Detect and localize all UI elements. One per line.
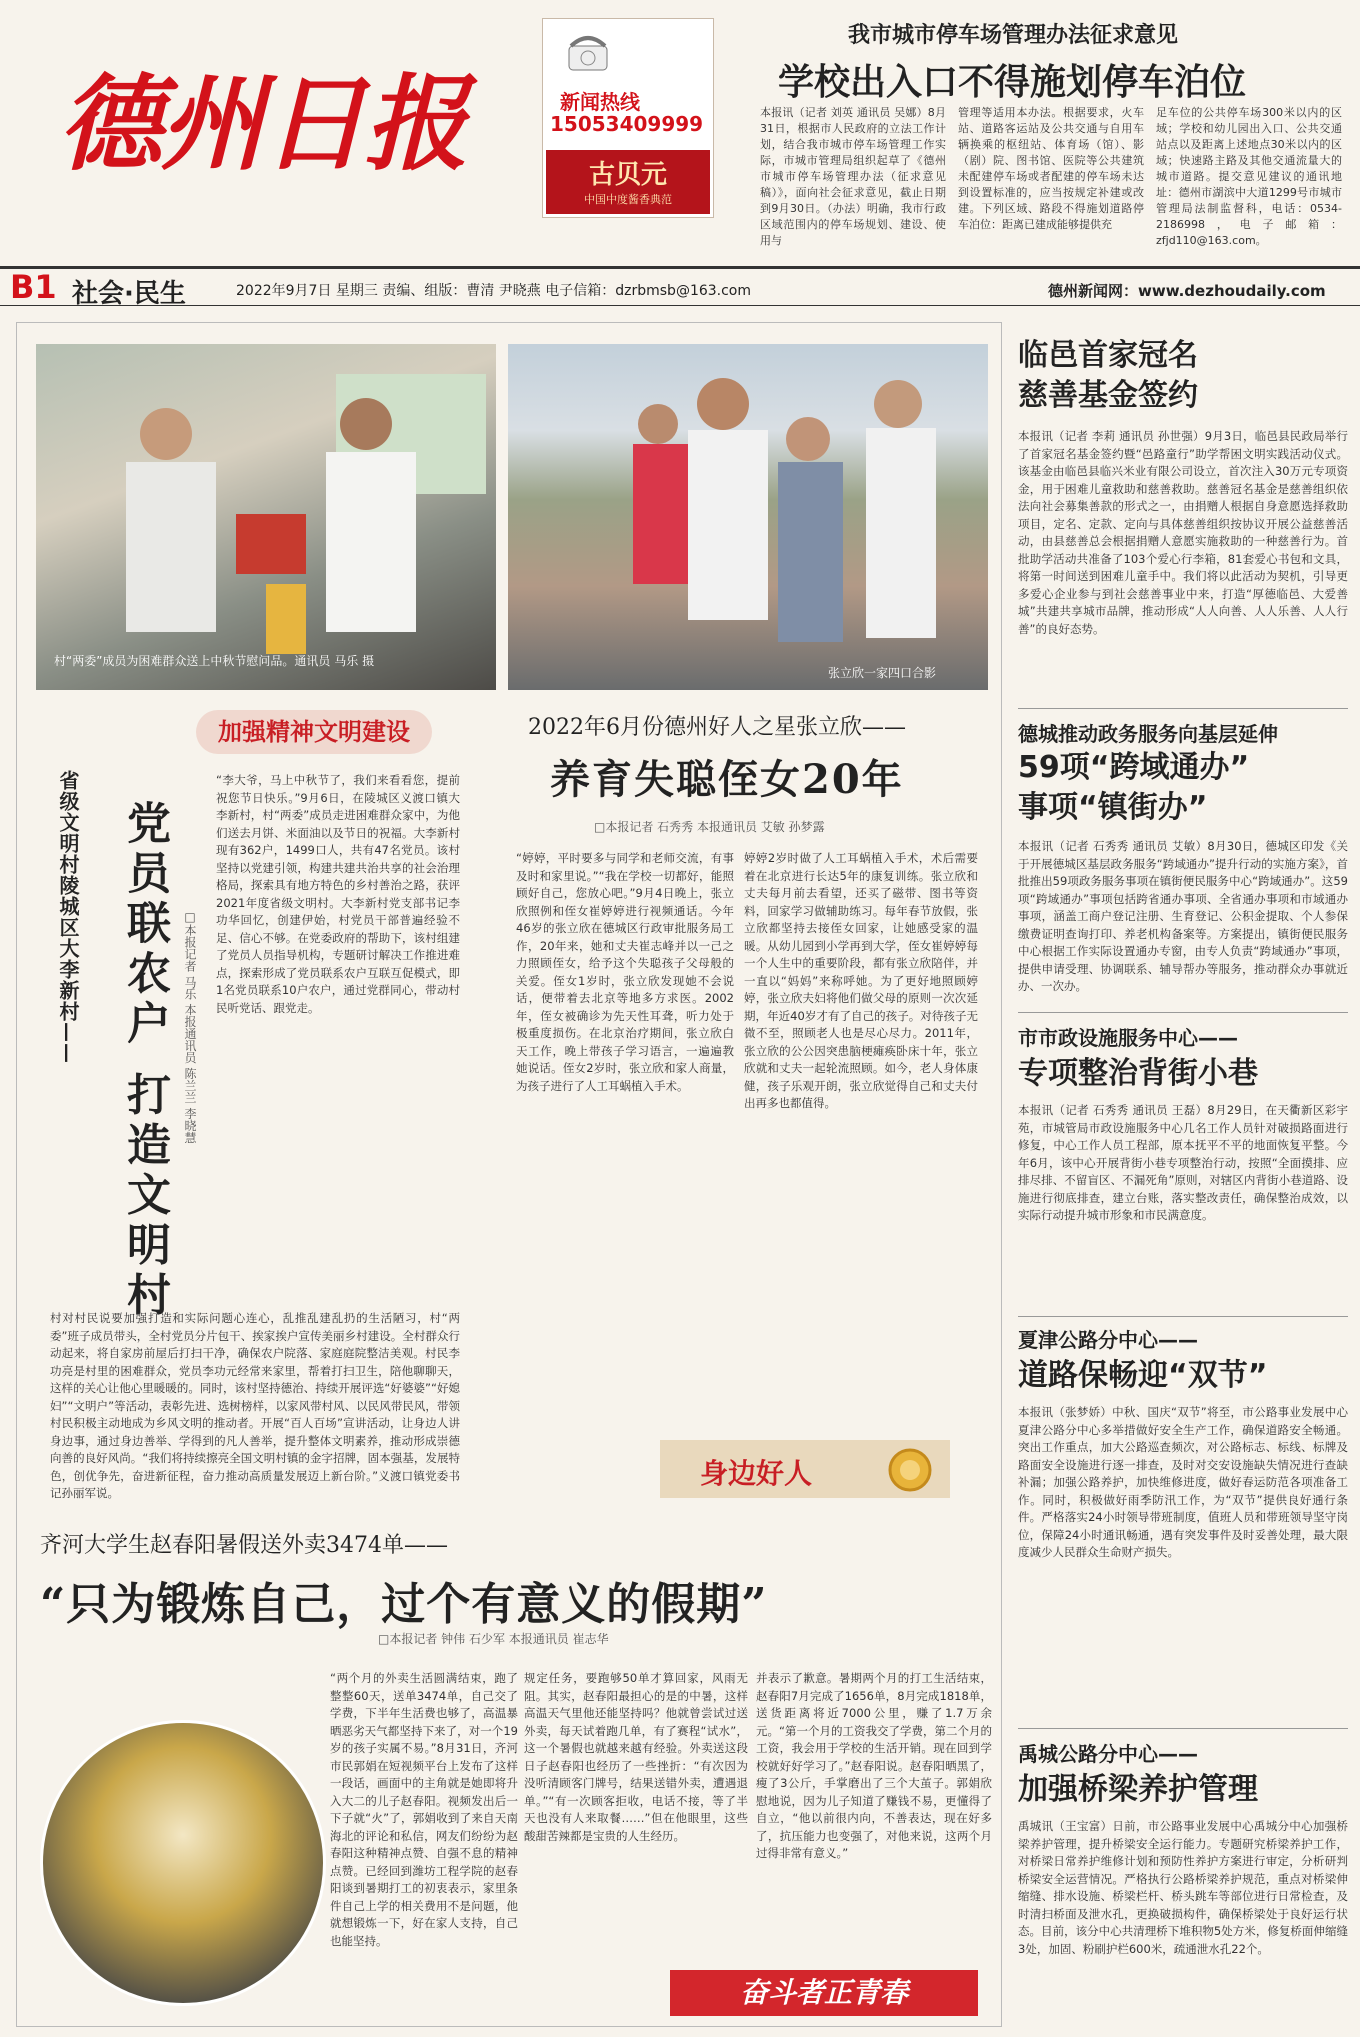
right-d-headline: 道路保畅迎“双节” [1018, 1358, 1268, 1393]
story3-headline: “只为锻炼自己，过个有意义的假期” [40, 1579, 768, 1630]
story1-headline: 党员联农户 打造文明村 [119, 800, 170, 1322]
divider [1018, 1316, 1348, 1317]
right-c-headline: 专项整治背街小巷 [1018, 1056, 1258, 1091]
section-code: B1 [10, 268, 57, 306]
story2-kicker: 2022年6月份德州好人之星张立欣—— [528, 715, 906, 740]
photo-delivery-student [40, 1720, 326, 2006]
divider [1018, 708, 1348, 709]
photo-family-art [508, 344, 988, 690]
good-people-label: 身边好人 [700, 1457, 813, 1490]
right-b-body: 本报讯（记者 石秀秀 通讯员 艾敏）8月30日，德城区印发《关于开展德城区基层政务服务“跨域通办”提升行动的实施方案》，首批推出59项政务服务事项在镇街便民服务中心“跨域通办”。这59项“跨域通办”事项包括跨省通办事项、全省通办事项和市域通办事项，涵盖工商户登记注册、生育登记、公积金提取、个人参保缴费证明查询打印、养老机构备案等。方案提出，镇街便民服务中心根据工作实际设置通办专窗，由专人负责“跨域通办”事项，提供申请受理、协调联系、辅导帮办等服务，推动群众办事就近办、一次办。 [1018, 839, 1348, 993]
top-story-kicker: 我市城市停车场管理办法征求意见 [848, 22, 1179, 48]
story2-headline: 养育失聪侄女20年 [550, 756, 904, 803]
medal-icon [886, 1446, 934, 1494]
website-link[interactable]: 德州新闻网：www.dezhoudaily.com [1048, 282, 1326, 300]
photo-village-visit-art [36, 344, 496, 690]
story2-col-b: 婷婷2岁时做了人工耳蜗植入手术，术后需要着在北京进行长达5年的康复训练。张立欣和丈夫每月前去看望，还买了磁带、图书等资料，回家学习做辅助练习。每年春节放假，张立欣都坚持去接侄女回家，让她感受家的温暖。从幼儿园到小学再到大学，侄女崔婷婷每一个人生中的重要阶段，都有张立欣陪伴，并一直以“妈妈”来称呼她。为了更好地照顾婷婷，张立欣夫妇将他们做父母的原则一次次延期，年近40岁才有了自己的孩子。对待孩子无微不至，照顾老人也是尽心尽力。2011年，张立欣的公公因突患脑梗瘫痪卧床十年，张立欣就和丈夫一起轮流照顾。如今，老人身体康健，孩子乐观开朗，张立欣觉得自己和丈夫付出再多也都值得。 [744, 851, 978, 1110]
story3-byline: □本报记者 钟伟 石少军 本报通讯员 崔志华 [378, 1632, 609, 1646]
ad-brand: 古贝元 [588, 160, 667, 190]
story1-byline: □本报记者 马乐 本报通讯员 陈兰兰 李晓慧 [183, 910, 197, 1144]
story1-kicker: 省级文明村陵城区大李新村—— [56, 770, 80, 1064]
right-d-body: 本报讯（张梦娇）中秋、国庆“双节”将至，市公路事业发展中心夏津公路分中心多举措做好安全生产工作，确保道路安全畅通。突出工作重点，加大公路巡查频次，对公路标志、标线、标牌及路面安全设施进行逐一排查，及时对交安设施缺失情况进行查缺补漏；加强公路养护，加快维修进度，做好春运防范各项准备工作。同时，积极做好雨季防汛工作，为“双节”提供良好通行条件。严格落实24小时领导带班制度，值班人员和带班领导坚守岗位，保障24小时通讯畅通，遇有突发事件及时妥善处理，最大限度减少人民群众生命财产损失。 [1018, 1405, 1348, 1559]
phone-icon [565, 28, 611, 74]
photo-caption-right: 张立欣一家四口合影 [828, 666, 937, 680]
right-e-kicker: 禹城公路分中心—— [1018, 1742, 1198, 1766]
story3-kicker: 齐河大学生赵春阳暑假送外卖3474单—— [40, 1533, 448, 1558]
story2-col-a: “婷婷，平时要多与同学和老师交流，有事及时和家里说。”“我在学校一切都好，能照顾好自己，您放心吧。”9月4日晚上，张立欣照例和侄女崔婷婷进行视频通话。今年46岁的张立欣在德城区行政审批服务局工作，20年来，她和丈夫崔志峰并以一己之力照顾侄女，给予这个失聪孩子父母般的关爱。侄女1岁时，张立欣发现她不会说话，便带着去北京等地多方求医。2002年，侄女被确诊为先天性耳聋，听力处于极重度损伤。在北京治疗期间，张立欣白天工作，晚上带孩子学习语言，一遍遍教她说话。侄女2岁时，张立欣和家人商量，为孩子进行了人工耳蜗植入手术。 [516, 851, 734, 1093]
right-e-body: 禹城讯（王宝富）日前，市公路事业发展中心禹城分中心加强桥梁养护管理，提升桥梁安全运行能力。专题研究桥梁养护工作，对桥梁日常养护维修计划和预防性养护方案进行审定，分析研判桥梁安全运营情况。严格执行公路桥梁养护规范，重点对桥梁伸缩缝、排水设施、桥梁栏杆、桥头跳车等部位进行日常检查，及时清扫桥面及泄水孔，更换破损构件，确保桥梁处于良好运行状态。目前，该分中心共清理桥下堆积物5处方米，修复桥面伸缩缝3处，加固、粉刷护栏600米，疏通泄水孔22个。 [1018, 1819, 1348, 1956]
ad-subtitle: 中国中度酱香典范 [584, 193, 672, 206]
right-b-kicker: 德城推动政务服务向基层延伸 [1018, 722, 1278, 746]
story1-body-column: “李大爷，马上中秋节了，我们来看看您，提前祝您节日快乐。”9月6日，在陵城区义渡口镇大李新村，村“两委”成员走进困难群众家中，为他们送去月饼、米面油以及节日的祝福。大李新村现有362户，1499口人，共有47名党员。该村坚持以党建引领，构建共建共治共享的社会治理格局，探索具有地方特色的乡村善治之路，获评2021年度省级文明村。大李新村党支部书记李功华回忆，创建伊始，村党员干部普遍经验不足、信心不够。在党委政府的帮助下，该村组建了党员人员指导机构，专题研讨解决工作推进难点，探索形成了党员联系农户互联互促模式，即1名党员联系10户农户，通过党群同心，带动村民听党话、跟党走。 [216, 773, 460, 1015]
date-info: 2022年9月7日 星期三 责编、组版：曹清 尹晓燕 电子信箱：dzrbmsb@163.com [236, 283, 752, 299]
top-story-col-1: 本报讯（记者 刘英 通讯员 吴娜）8月31日，根据市人民政府的立法工作计划，结合我市城市停车场管理工作实际，市城市管理局组织起草了《德州市城市停车场管理办法（征求意见稿）》，面向社会征求意见，截止日期到9月30日。（办法）明确，我市行政区域范围内的停车场规划、建设、使用与 [760, 106, 946, 247]
right-e-headline: 加强桥梁养护管理 [1018, 1772, 1258, 1807]
photo-village-visit [36, 344, 496, 690]
right-a-headline-2: 慈善基金签约 [1018, 378, 1198, 413]
right-d-kicker: 夏津公路分中心—— [1018, 1328, 1198, 1352]
hotline-number: 15053409999 [550, 112, 704, 136]
story3-col-a: “两个月的外卖生活圆满结束，跑了整整60天，送单3474单，自己交了学费，下半年生活费也够了，高温暴晒恶劣天气都坚持下来了，对一个19岁的孩子实属不易。”8月31日，齐河市民郭娟在短视频平台上发布了这样一段话，画面中的主角就是她即将升入大二的儿子赵春阳。视频发出后一下子就“火”了，郭娟收到了来自天南海北的评论和私信，网友们纷纷为赵春阳这种精神点赞、自强不息的精神点赞。已经回到潍坊工程学院的赵春阳谈到暑期打工的初衷表示，家里条件自己上学的相关费用不是问题，他就想锻炼一下，好在家人支持，自己也能坚持。 [330, 1671, 518, 1948]
divider [1018, 1728, 1348, 1729]
newspaper-title: 德州日报 [58, 62, 467, 185]
right-b-headline-1: 59项“跨域通办” [1018, 750, 1250, 785]
top-story-headline: 学校出入口不得施划停车泊位 [778, 61, 1247, 103]
advertisement [546, 150, 710, 214]
story2-byline: □本报记者 石秀秀 本报通讯员 艾敏 孙梦露 [594, 820, 825, 834]
story1-body-wide: 村对村民说要加强打造和实际问题心连心，乱推乱建乱扔的生活陋习，村“两委”班子成员带头，全村党员分片包干、挨家挨户宣传美丽乡村建设。全村群众行动起来，将自家房前屋后打扫干净，确保农户院落、家庭庭院整洁美观。村民李功亮是村里的困难群众，党员李功元经常来家里，帮着打扫卫生，陪他聊聊天，这样的关心让他心里暖暖的。同时，该村坚持德治、持续开展评选“好婆婆”“好媳妇”“文明户”等活动，表彰先进、选树榜样，以家风带村风、以民风带民风，带领村民积极主动地成为乡风文明的推动者。开展“百人百场”宣讲活动，让身边人讲身边事，通过身边善举、学得到的凡人善举，提升整体文明素养，推动形成崇德向善的良好风尚。“我们将持续擦亮全国文明村镇的金字招牌，固本强基，发展特色，创优争先，奋进新征程，奋力推动高质量发展迈上新台阶。”义渡口镇党委书记孙丽军说。 [50, 1311, 460, 1500]
right-c-body: 本报讯（记者 石秀秀 通讯员 王磊）8月29日，在天衢新区彩宇苑，市城管局市政设施服务中心几名工作人员针对破损路面进行修复，中心工作人员工程部，原本抚平不平的地面恢复平整。今年6月，该中心开展背街小巷专项整治行动，按照“全面摸排、应排尽排、不留盲区、不漏死角”原则，对辖区内背街小巷道路、设施进行彻底排查，建立台账，落实整改责任，确保整治成效，以实际行动提升城市形象和市民满意度。 [1018, 1103, 1348, 1222]
story3-col-c: 并表示了歉意。暑期两个月的打工生活结束，赵春阳7月完成了1656单，8月完成1818单，送货距离将近7000公里，赚了1.7万余元。“第一个月的工资我交了学费，第二个月的工资，我会用于学校的生活开销。现在回到学校就好好学习了。”赵春阳说。赵春阳晒黑了，瘦了3公斤，手掌磨出了三个大茧子。郭娟欣慰地说，因为儿子知道了赚钱不易，更懂得了自立，“他以前很内向，不善表达，现在好多了，抗压能力也变强了，对他来说，这两个月过得非常有意义。” [756, 1671, 992, 1860]
hotline-label: 新闻热线 [560, 90, 640, 114]
section-name: 社会·民生 [72, 279, 186, 309]
right-c-kicker: 市市政设施服务中心—— [1018, 1026, 1238, 1050]
story1-banner: 加强精神文明建设 [196, 710, 432, 754]
right-a-body: 本报讯（记者 李莉 通讯员 孙世强）9月3日，临邑县民政局举行了首家冠名基金签约暨“邑路童行”助学帮困文明实践活动仪式。该基金由临邑县临兴米业有限公司设立，首次注入30万元专项资金，用于困难儿童救助和慈善救助。慈善冠名基金是慈善组织依法向社会募集善款的形式之一，由捐赠人根据自身意愿选择救助项目，定名、定款、定向与具体慈善组织按协议开展公益慈善活动，由县慈善总会根据捐赠人意愿实施救助的一种慈善行为。首批助学活动共准备了103个爱心行李箱，81套爱心书包和文具，将第一时间送到困难儿童手中。我们将以此活动为契机，引导更多爱心企业参与到社会慈善事业中来，打造“厚德临邑、大爱善城”共建共享城市品牌，推动形成“人人向善、人人乐善、人人行善”的良好态势。 [1018, 429, 1348, 636]
right-a-headline-1: 临邑首家冠名 [1018, 338, 1198, 373]
youth-banner: 奋斗者正青春 [670, 1970, 978, 2016]
divider [1018, 1012, 1348, 1013]
top-story-col-3: 足车位的公共停车场300米以内的区域；学校和幼儿园出入口、公共交通站点以及距离上述地点30米以内的区域；快速路主路及其他交通流量大的城市道路。提交意见建议的通讯地址：德州市湖滨中大道1299号市城市管理局法制监督科，电话：0534-2186998，电子邮箱：zfjd110@163.com。 [1156, 106, 1342, 247]
story3-col-b: 规定任务，要跑够50单才算回家，风雨无阻。其实，赵春阳最担心的是的中暑，这样高温天气里他还能坚持吗？他就曾尝试过送外卖，每天试着跑几单，有了赛程“试水”，这一个暑假也就越来越有经验。外卖送这段日子赵春阳也经历了一些挫折：“有次因为没听清顾客门牌号，结果送错外卖，遭遇退单。”“有一次顾客拒收，电话不接，等了半天也没有人来取餐……”但在他眼里，这些酸甜苦辣都是宝贵的人生经历。 [524, 1671, 748, 1843]
top-story-col-2: 管理等适用本办法。根据要求，火车站、道路客运站及公共交通与自用车辆换乘的枢纽站、体育场（馆）、影（剧）院、图书馆、医院等公共建筑未配建停车场或者配建的停车场未达到设置标准的，应当按规定补建或改建。下列区域、路段不得施划道路停车泊位：距离已建成能够提供充 [958, 106, 1144, 231]
photo-caption-left: 村“两委”成员为困难群众送上中秋节慰问品。通讯员 马乐 摄 [54, 654, 375, 668]
right-b-headline-2: 事项“镇街办” [1018, 790, 1208, 825]
photo-family [508, 344, 988, 690]
